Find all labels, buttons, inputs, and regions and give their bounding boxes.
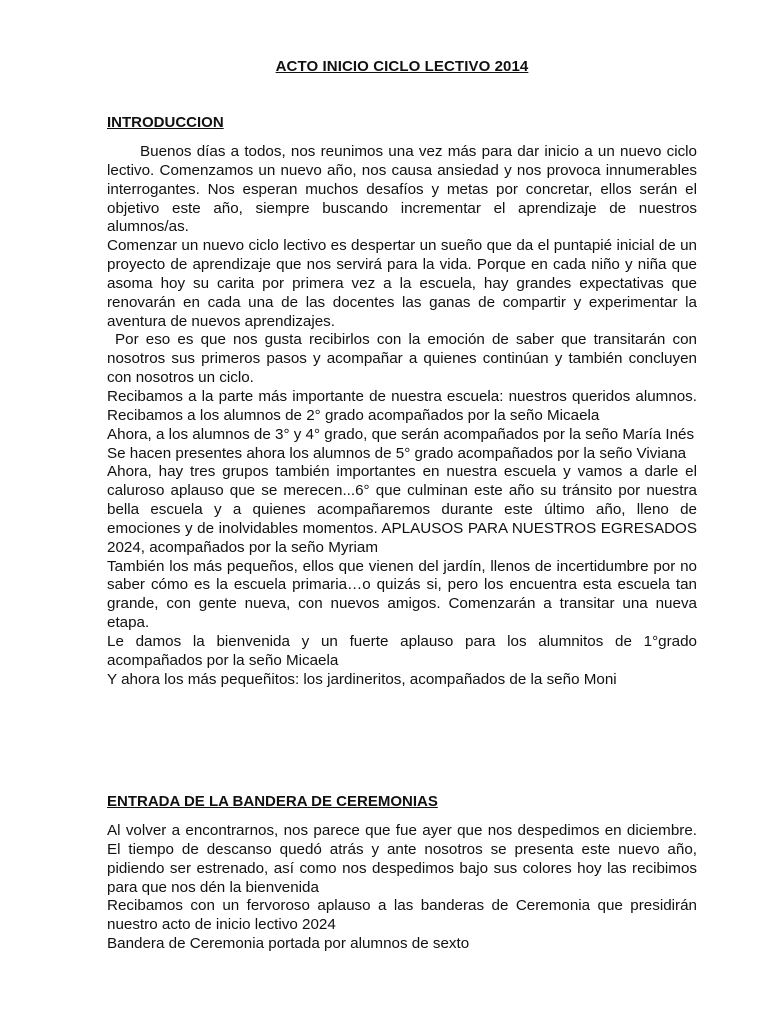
paragraph: Recibamos con un fervoroso aplauso a las banderas de Ceremonia que presidirán nuestro acto de inicio lectivo 2024: [107, 897, 697, 934]
section-heading-entrada-bandera: ENTRADA DE LA BANDERA DE CEREMONIAS: [107, 793, 438, 810]
paragraph: Recibamos a la parte más importante de nuestra escuela: nuestros queridos alumnos. Recibamos a los alumnos de 2° grado acompañados por la seño Micaela: [107, 387, 697, 424]
paragraph: Se hacen presentes ahora los alumnos de 5° grado acompañados por la seño Viviana: [107, 444, 687, 462]
paragraph: Le damos la bienvenida y un fuerte aplauso para los alumnitos de 1°grado acompañados por la seño Micaela: [107, 632, 697, 669]
paragraph: Comenzar un nuevo ciclo lectivo es despertar un sueño que da el puntapié inicial de un proyecto de aprendizaje que nos servirá para la vida. Porque en cada niño y niña que asoma hoy su carita por primera vez a la escuela, hay grandes expectativas que renovarán en cada una de las docentes las ganas de compartir y experimentar la aventura de nuevos aprendizajes.: [107, 237, 697, 330]
paragraph: Al volver a encontrarnos, nos parece que fue ayer que nos despedimos en diciembre. El tiempo de descanso quedó atrás y ante nosotros se presenta este nuevo año, pidiendo ser estrenado, así como nos despedimos bajo sus colores hoy las recibimos para que nos dén la bienvenida: [107, 822, 697, 896]
paragraph: Ahora, a los alumnos de 3° y 4° grado, que serán acompañados por la seño María Inés: [107, 425, 695, 443]
paragraph: Ahora, hay tres grupos también importantes en nuestra escuela y vamos a darle el caluroso aplauso que se merecen...6° que culminan este año su tránsito por nuestra bella escuela y a quienes acompañaremos durante este último año, lleno de emociones y de inolvidables momentos. APLAUSOS PARA NUESTROS EGRESADOS 2024, acompañados por la seño Myriam: [107, 463, 697, 556]
section-body-entrada-bandera: [107, 822, 697, 954]
document-title: ACTO INICIO CICLO LECTIVO 2014: [275, 58, 529, 75]
paragraph: Y ahora los más pequeñitos: los jardineritos, acompañados de la seño Moni: [107, 670, 617, 688]
paragraph: Bandera de Ceremonia portada por alumnos de sexto: [107, 935, 470, 953]
section-heading-introduccion: INTRODUCCION: [107, 114, 224, 131]
paragraph: También los más pequeños, ellos que vienen del jardín, llenos de incertidumbre por no saber cómo es la escuela primaria…o quizás si, pero los encuentra esta escuela tan grande, con gente nueva, con nuevos amigos. Comenzarán a transitar una nueva etapa.: [107, 557, 697, 632]
paragraph: Por eso es que nos gusta recibirlos con la emoción de saber que transitarán con nosotros sus primeros pasos y acompañar a quienes continúan y también concluyen con nosotros un ciclo.: [107, 331, 697, 387]
paragraph: Buenos días a todos, nos reunimos una vez más para dar inicio a un nuevo ciclo lectivo. Comenzamos un nuevo año, nos causa ansiedad y nos provoca innumerables interrogantes. Nos esperan muchos desafíos y metas por concretar, ellos serán el objetivo este año, siempre buscando incrementar el aprendizaje de nuestros alumnos/as.: [107, 143, 697, 236]
section-body-introduccion: [107, 143, 697, 689]
